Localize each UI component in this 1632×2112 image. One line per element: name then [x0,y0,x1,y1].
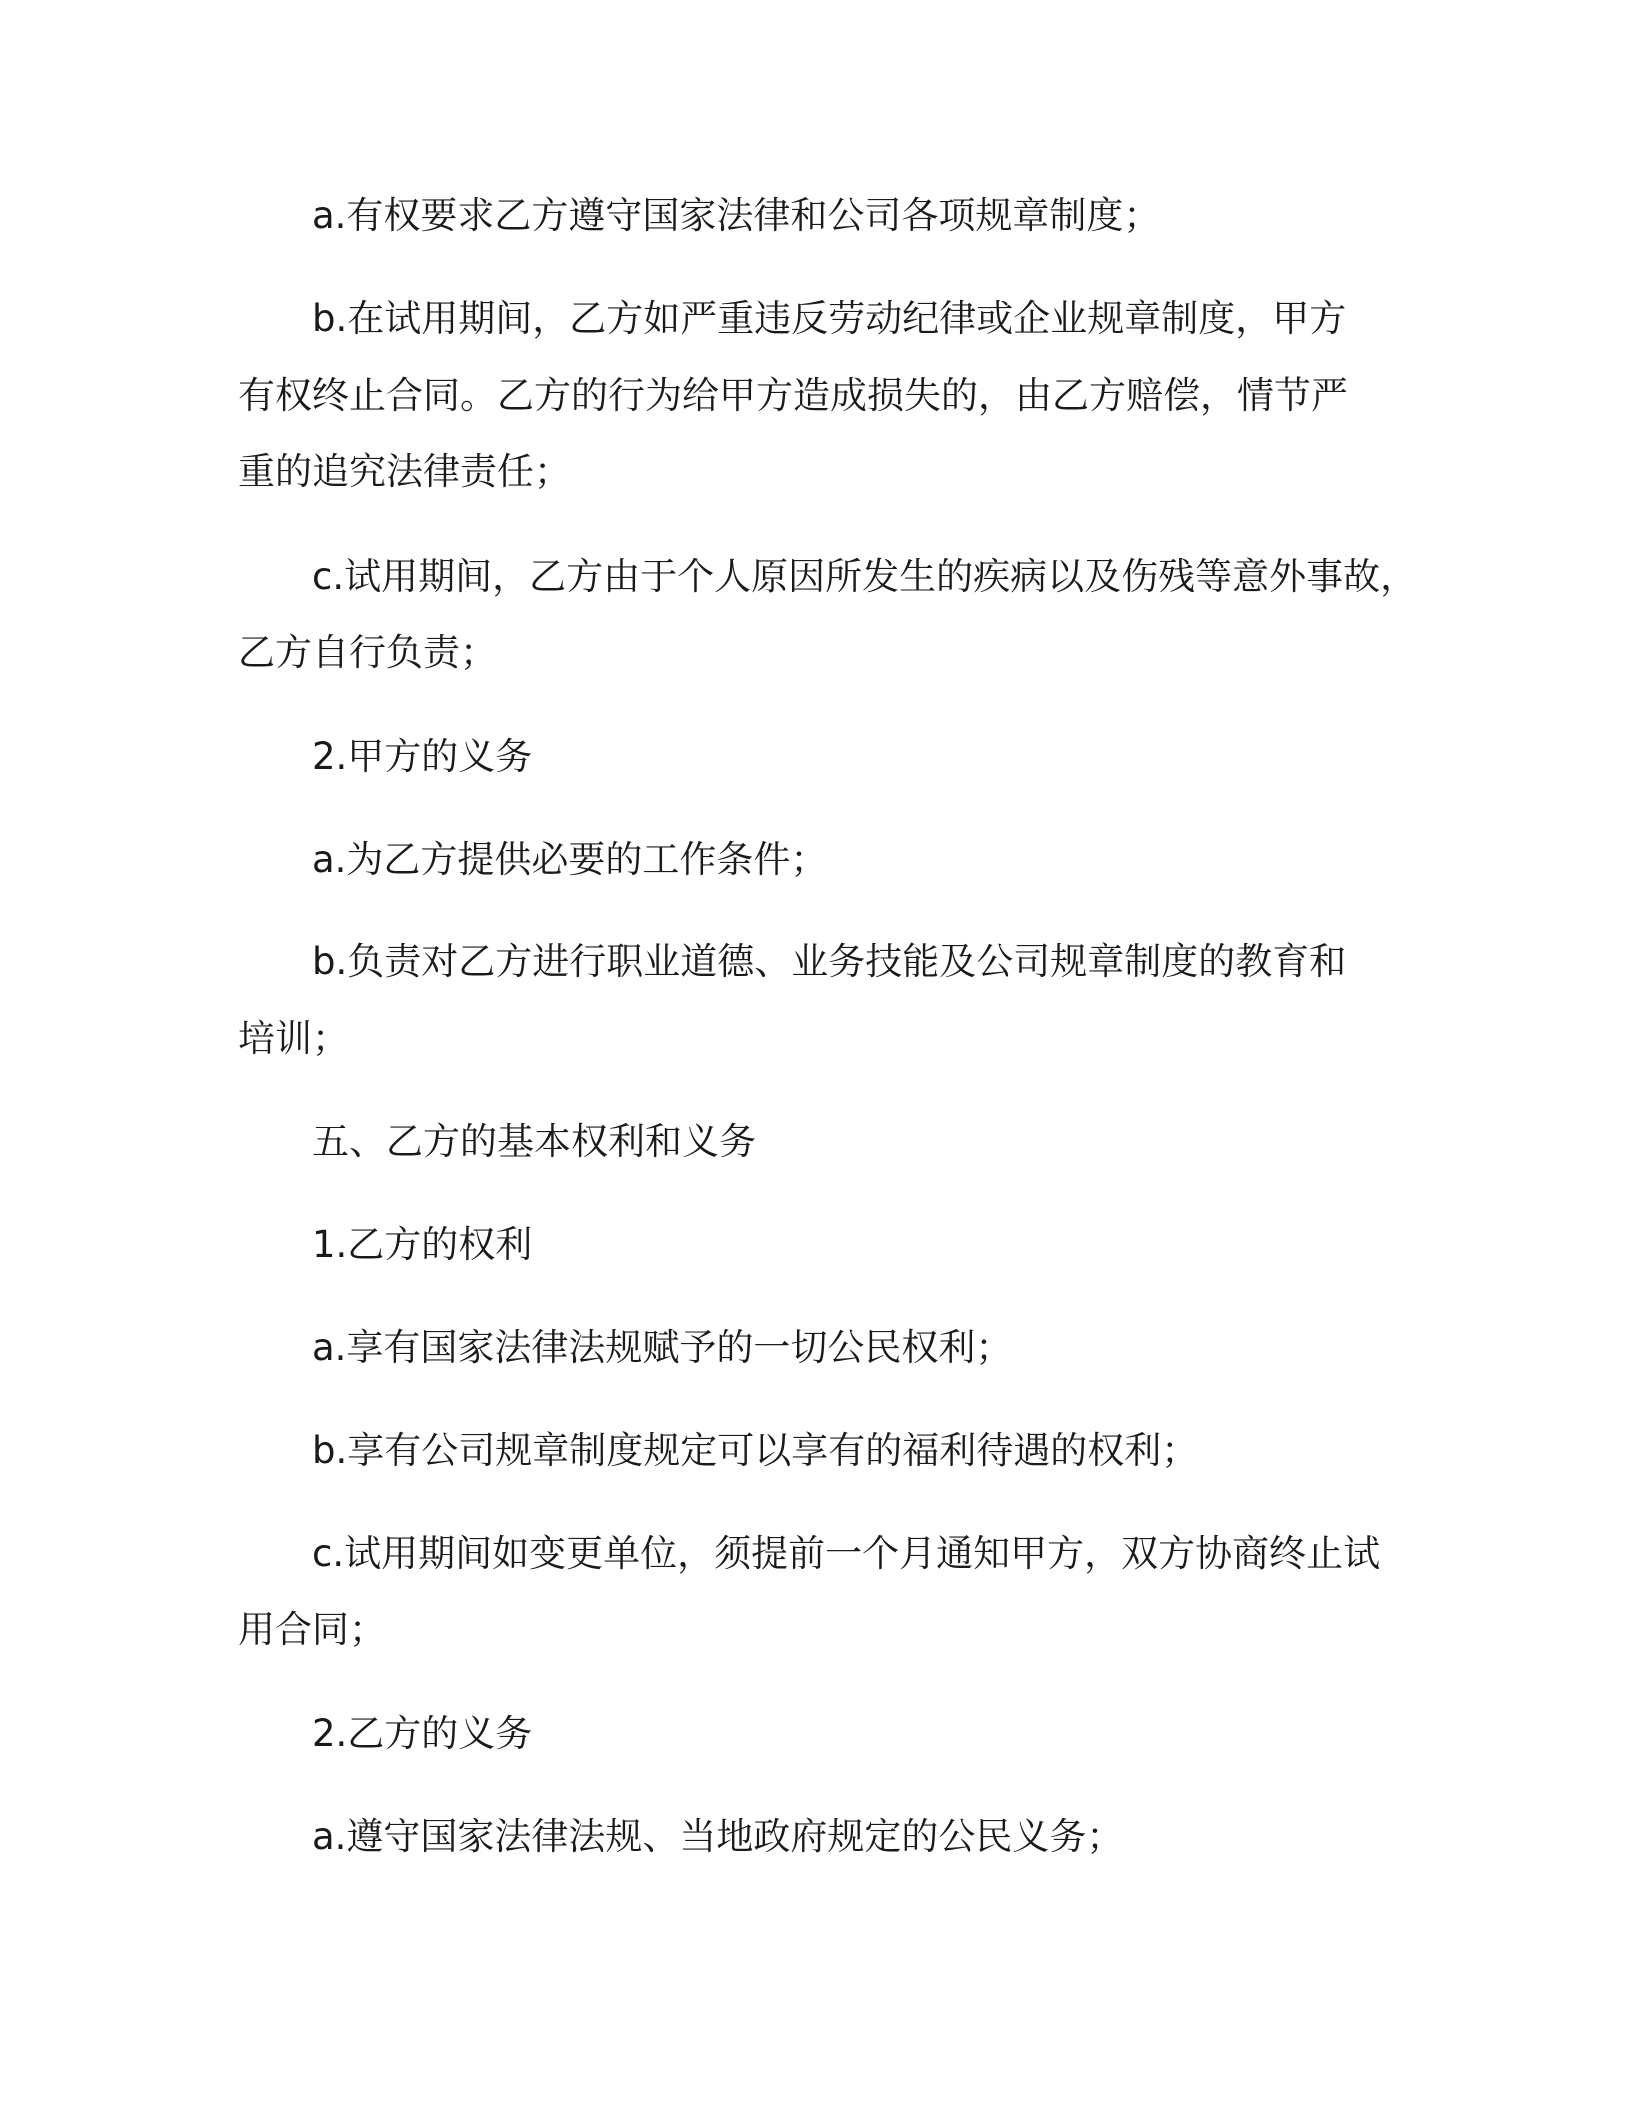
paragraph-line: b.享有公司规章制度规定可以享有的福利待遇的权利； [312,1429,1199,1472]
paragraph-line: b.在试用期间，乙方如严重违反劳动纪律或企业规章制度，甲方 [312,297,1347,340]
section-heading: 2.乙方的义务 [312,1712,533,1755]
paragraph-line: a.享有国家法律法规赋予的一切公民权利； [312,1326,1013,1369]
paragraph-line: b.负责对乙方进行职业道德、业务技能及公司规章制度的教育和 [312,940,1347,983]
paragraph-line: a.遵守国家法律法规、当地政府规定的公民义务； [312,1815,1124,1858]
paragraph-line: a.为乙方提供必要的工作条件； [312,838,828,881]
section-heading: 2.甲方的义务 [312,735,533,778]
paragraph-line: 乙方自行负责； [238,631,497,674]
paragraph-line: c.试用期间如变更单位，须提前一个月通知甲方，双方协商终止试 [312,1532,1381,1575]
paragraph-line: c.试用期间，乙方由于个人原因所发生的疾病以及伤残等意外事故， [312,555,1418,598]
paragraph-line: 培训； [238,1017,349,1060]
paragraph-line: 用合同； [238,1608,386,1651]
section-heading: 五、乙方的基本权利和义务 [312,1120,756,1163]
section-heading: 1.乙方的权利 [312,1223,533,1266]
paragraph-line: 重的追究法律责任； [238,450,571,493]
paragraph-line: a.有权要求乙方遵守国家法律和公司各项规章制度； [312,194,1161,237]
paragraph-line: 有权终止合同。乙方的行为给甲方造成损失的，由乙方赔偿，情节严 [238,374,1348,417]
